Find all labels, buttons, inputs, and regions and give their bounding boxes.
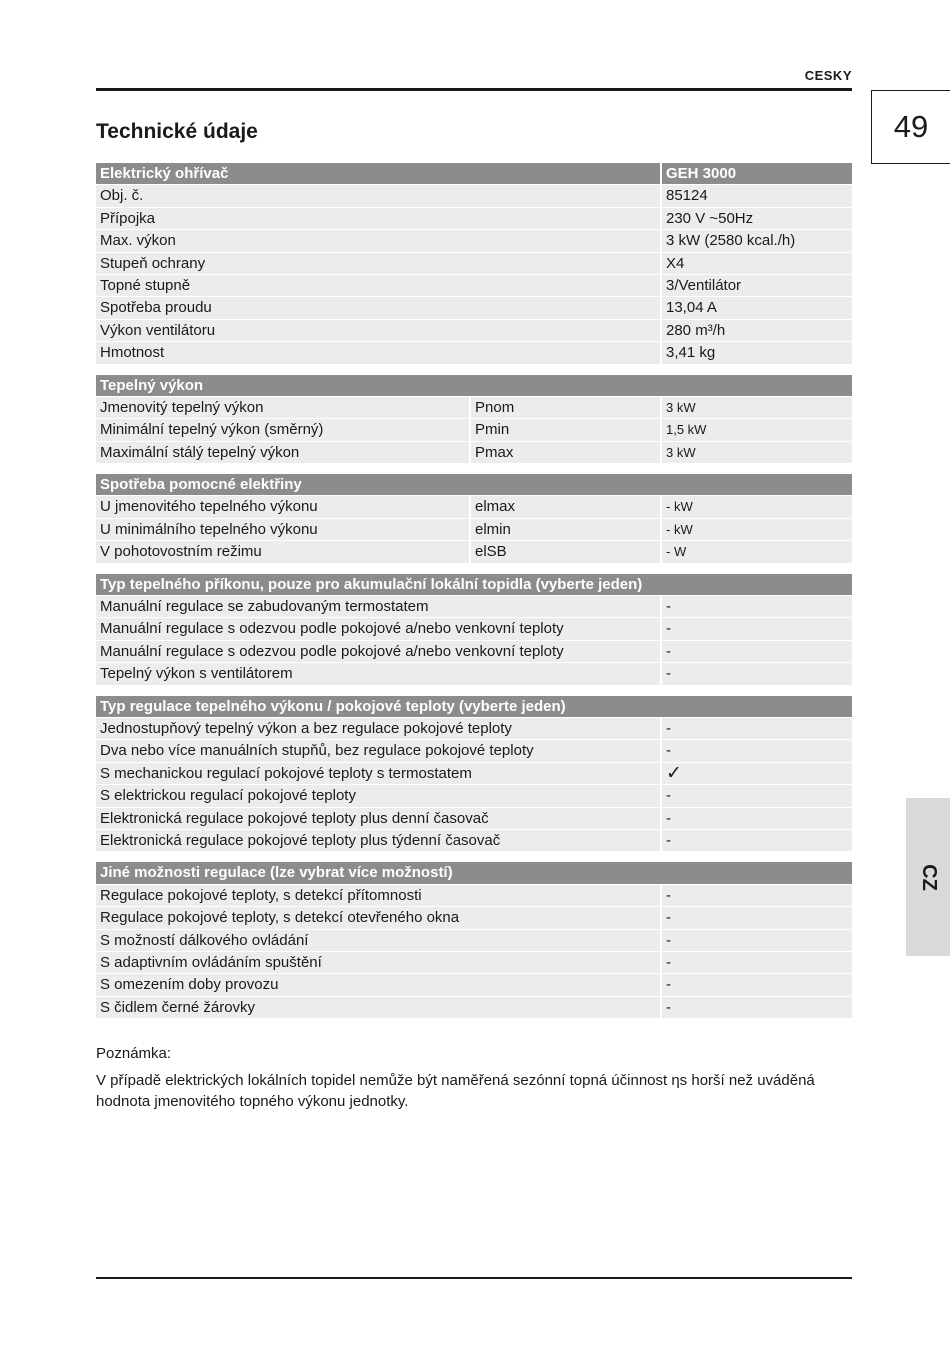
row-value: - — [660, 952, 852, 974]
row-value: - kW — [660, 496, 852, 518]
row-symbol: elmin — [469, 519, 660, 541]
control-type-table — [96, 696, 852, 853]
spec-table — [96, 163, 852, 365]
row-value: - kW — [660, 519, 852, 541]
row-value: - — [660, 718, 852, 740]
row-label: S mechanickou regulací pokojové teploty s termostatem — [96, 763, 660, 785]
row-label: S omezením doby provozu — [96, 974, 660, 996]
language-side-tab — [906, 798, 950, 956]
table-header — [96, 474, 852, 496]
table-row — [96, 952, 852, 974]
other-options-table — [96, 862, 852, 1019]
row-label: U jmenovitého tepelného výkonu — [96, 496, 469, 518]
row-label: Manuální regulace s odezvou podle pokojové a/nebo venkovní teploty — [96, 641, 660, 663]
top-divider — [96, 88, 852, 91]
row-value: X4 — [660, 253, 852, 275]
row-symbol: Pmax — [469, 442, 660, 464]
row-value: - — [660, 830, 852, 852]
row-symbol: Pnom — [469, 397, 660, 419]
table-row — [96, 208, 852, 230]
row-value: - — [660, 885, 852, 907]
header-cell: GEH 3000 — [660, 163, 852, 185]
row-label: Regulace pokojové teploty, s detekcí přítomnosti — [96, 885, 660, 907]
row-symbol: elSB — [469, 541, 660, 563]
page-number: 49 — [871, 90, 950, 164]
row-value: - — [660, 907, 852, 929]
row-label: S adaptivním ovládáním spuštění — [96, 952, 660, 974]
row-label: Spotřeba proudu — [96, 297, 660, 319]
table-row — [96, 663, 852, 685]
header-cell: Tepelný výkon — [96, 375, 852, 397]
table-row — [96, 541, 852, 563]
table-row — [96, 419, 852, 441]
table-row — [96, 997, 852, 1019]
row-label: Hmotnost — [96, 342, 660, 364]
aux-power-table — [96, 474, 852, 564]
row-label: U minimálního tepelného výkonu — [96, 519, 469, 541]
table-row — [96, 930, 852, 952]
table-row — [96, 185, 852, 207]
table-row — [96, 808, 852, 830]
row-value: 3,41 kg — [660, 342, 852, 364]
row-label: S čidlem černé žárovky — [96, 997, 660, 1019]
table-row — [96, 496, 852, 518]
table-row — [96, 230, 852, 252]
side-tab-label: CZ — [917, 863, 940, 891]
row-value: - — [660, 641, 852, 663]
table-header — [96, 163, 852, 185]
row-value: - — [660, 808, 852, 830]
table-row — [96, 397, 852, 419]
row-label: Topné stupně — [96, 275, 660, 297]
row-label: Obj. č. — [96, 185, 660, 207]
note-block — [96, 1043, 852, 1118]
table-row — [96, 740, 852, 762]
header-cell: Elektrický ohřívač — [96, 163, 660, 185]
table-row — [96, 763, 852, 785]
row-symbol: elmax — [469, 496, 660, 518]
row-label: Maximální stálý tepelný výkon — [96, 442, 469, 464]
header-cell: Typ regulace tepelného výkonu / pokojové teploty (vyberte jeden) — [96, 696, 852, 718]
row-value: 1,5 kW — [660, 419, 852, 441]
table-row — [96, 253, 852, 275]
table-row — [96, 974, 852, 996]
row-label: Minimální tepelný výkon (směrný) — [96, 419, 469, 441]
table-row — [96, 442, 852, 464]
row-value: - — [660, 930, 852, 952]
table-row — [96, 519, 852, 541]
row-label: Přípojka — [96, 208, 660, 230]
check-mark-icon: ✓ — [660, 763, 852, 785]
header-cell: Typ tepelného příkonu, pouze pro akumulační lokální topidla (vyberte jeden) — [96, 574, 852, 596]
table-row — [96, 275, 852, 297]
page-title: Technické údaje — [96, 120, 258, 143]
row-value: - — [660, 663, 852, 685]
bottom-divider — [96, 1277, 852, 1279]
row-value: - — [660, 974, 852, 996]
table-row — [96, 297, 852, 319]
heat-output-table — [96, 375, 852, 465]
row-label: Dva nebo více manuálních stupňů, bez regulace pokojové teploty — [96, 740, 660, 762]
row-value: 230 V ~50Hz — [660, 208, 852, 230]
row-value: - — [660, 618, 852, 640]
row-value: - — [660, 997, 852, 1019]
table-header — [96, 696, 852, 718]
row-label: Elektronická regulace pokojové teploty plus denní časovač — [96, 808, 660, 830]
row-value: 3/Ventilátor — [660, 275, 852, 297]
row-label: Elektronická regulace pokojové teploty plus týdenní časovač — [96, 830, 660, 852]
table-row — [96, 342, 852, 364]
spec-tables — [96, 163, 852, 1029]
row-value: 3 kW — [660, 442, 852, 464]
table-row — [96, 718, 852, 740]
row-value: 3 kW (2580 kcal./h) — [660, 230, 852, 252]
table-row — [96, 885, 852, 907]
table-row — [96, 641, 852, 663]
header-cell: Jiné možnosti regulace (lze vybrat více možností) — [96, 862, 852, 884]
row-label: S možností dálkového ovládání — [96, 930, 660, 952]
row-value: - — [660, 596, 852, 618]
row-value: 280 m³/h — [660, 320, 852, 342]
row-label: Regulace pokojové teploty, s detekcí otevřeného okna — [96, 907, 660, 929]
row-label: Jmenovitý tepelný výkon — [96, 397, 469, 419]
row-label: Manuální regulace se zabudovaným termostatem — [96, 596, 660, 618]
row-value: 13,04 A — [660, 297, 852, 319]
row-label: Max. výkon — [96, 230, 660, 252]
row-label: Manuální regulace s odezvou podle pokojové a/nebo venkovní teploty — [96, 618, 660, 640]
row-value: - W — [660, 541, 852, 563]
table-header — [96, 375, 852, 397]
row-value: 3 kW — [660, 397, 852, 419]
row-value: 85124 — [660, 185, 852, 207]
table-row — [96, 596, 852, 618]
note-text: V případě elektrických lokálních topidel nemůže být naměřená sezónní topná účinnost ηs horší než uváděná hodnota jmenovitého topného výkonu jednotky. — [96, 1072, 815, 1110]
row-value: - — [660, 785, 852, 807]
header-cell: Spotřeba pomocné elektřiny — [96, 474, 852, 496]
row-value: - — [660, 740, 852, 762]
table-row — [96, 320, 852, 342]
table-row — [96, 830, 852, 852]
table-header — [96, 862, 852, 884]
row-label: Jednostupňový tepelný výkon a bez regulace pokojové teploty — [96, 718, 660, 740]
heat-input-table — [96, 574, 852, 686]
row-label: V pohotovostním režimu — [96, 541, 469, 563]
row-label: Stupeň ochrany — [96, 253, 660, 275]
row-label: Výkon ventilátoru — [96, 320, 660, 342]
table-row — [96, 785, 852, 807]
row-symbol: Pmin — [469, 419, 660, 441]
table-row — [96, 907, 852, 929]
table-header — [96, 574, 852, 596]
row-label: Tepelný výkon s ventilátorem — [96, 663, 660, 685]
table-row — [96, 618, 852, 640]
note-label: Poznámka: — [96, 1045, 172, 1062]
row-label: S elektrickou regulací pokojové teploty — [96, 785, 660, 807]
language-label: CESKY — [804, 68, 852, 83]
